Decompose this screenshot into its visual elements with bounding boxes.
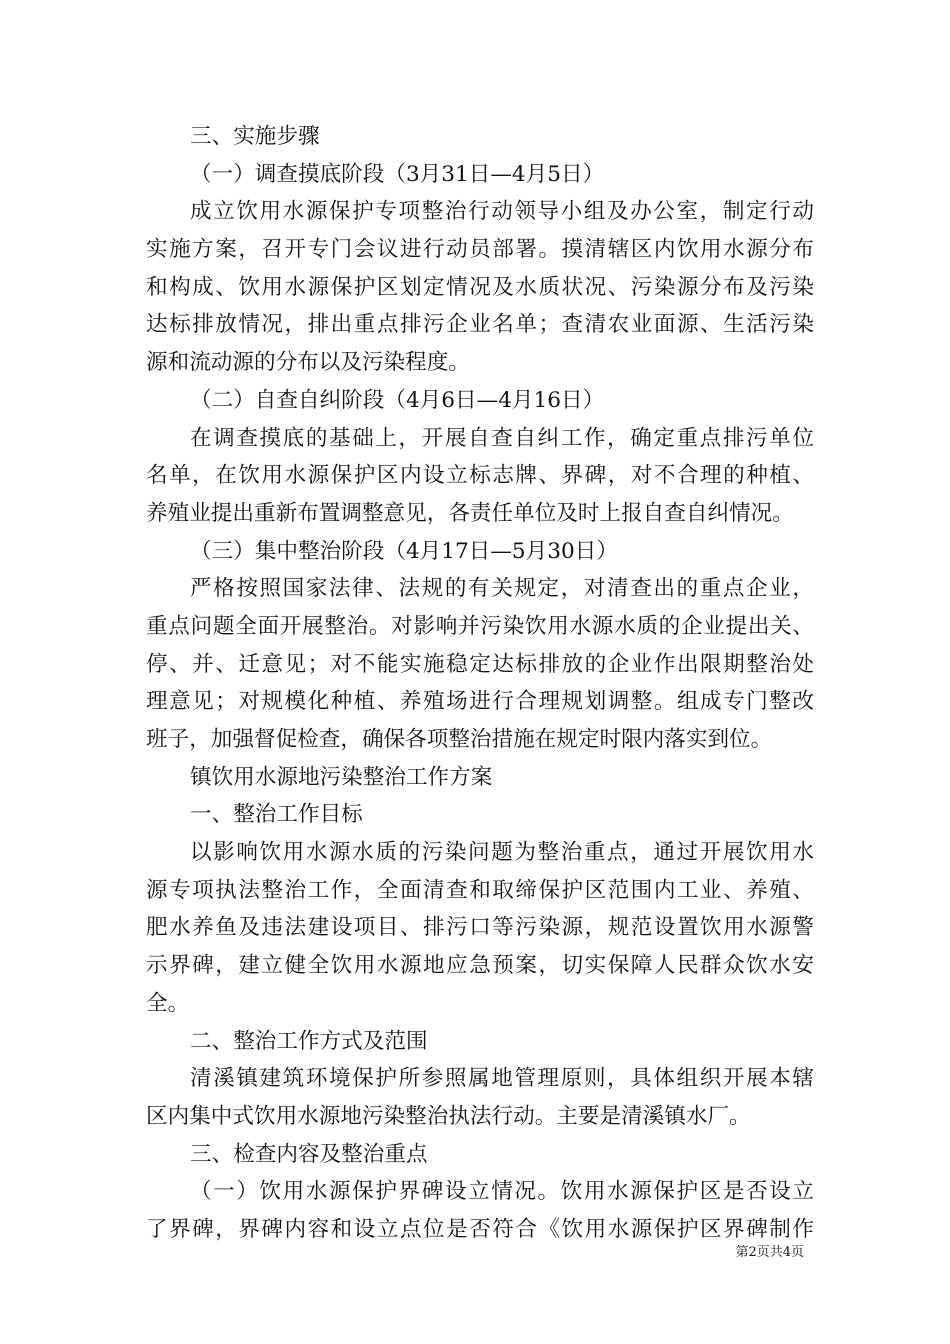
page-number: 第2页共4页 xyxy=(735,1245,804,1260)
paragraph-line: 成立饮用水源保护专项整治行动领导小组及办公室，制定行动 xyxy=(190,199,814,225)
paragraph-line: 严格按照国家法律、法规的有关规定，对清查出的重点企业， xyxy=(190,576,814,602)
paragraph-line: 停、并、迁意见；对不能实施稳定达标排放的企业作出限期整治处 xyxy=(146,651,814,677)
paragraph-line: 名单，在饮用水源保护区内设立标志牌、界碑，对不合理的种植、 xyxy=(146,463,814,489)
paragraph-line: 肥水养鱼及违法建设项目、排污口等污染源，规范设置饮用水源警 xyxy=(146,915,814,941)
paragraph-line: 实施方案，召开专门会议进行动员部署。摸清辖区内饮用水源分布 xyxy=(146,237,814,263)
paragraph-line: 在调查摸底的基础上，开展自查自纠工作，确定重点排污单位 xyxy=(190,425,814,451)
paragraph-line: 和构成、饮用水源保护区划定情况及水质状况、污染源分布及污染 xyxy=(146,274,814,300)
paragraph-line: 区内集中式饮用水源地污染整治执法行动。主要是清溪镇水厂。 xyxy=(146,1103,751,1129)
subsection-heading: （一）调查摸底阶段（3月31日—4月5日） xyxy=(190,161,605,187)
paragraph-line: 班子，加强督促检查，确保各项整治措施在规定时限内落实到位。 xyxy=(146,727,773,752)
paragraph-line: （一）饮用水源保护界碑设立情况。饮用水源保护区是否设立 xyxy=(190,1179,814,1205)
paragraph-line: 理意见；对规模化种植、养殖场进行合理规划调整。组成专门整改 xyxy=(146,689,814,715)
section-heading: 二、整治工作方式及范围 xyxy=(190,1028,428,1054)
paragraph-line: 养殖业提出重新布置调整意见，各责任单位及时上报自查自纠情况。 xyxy=(146,500,794,526)
paragraph-line: 源和流动源的分布以及污染程度。 xyxy=(146,350,470,376)
paragraph-line: 清溪镇建筑环境保护所参照属地管理原则，具体组织开展本辖 xyxy=(190,1066,814,1092)
paragraph-line: 达标排放情况，排出重点排污企业名单；查清农业面源、生活污染 xyxy=(146,312,814,338)
paragraph-line: 以影响饮用水源水质的污染问题为整治重点，通过开展饮用水 xyxy=(190,840,814,866)
section-heading: 一、整治工作目标 xyxy=(190,802,363,828)
subsection-heading: （三）集中整治阶段（4月17日—5月30日） xyxy=(190,538,618,564)
section-heading: 三、实施步骤 xyxy=(190,124,320,149)
paragraph-line: 源专项执法整治工作，全面清查和取缔保护区范围内工业、养殖、 xyxy=(146,877,814,903)
document-body xyxy=(146,118,814,1249)
paragraph-line: 示界碑，建立健全饮用水源地应急预案，切实保障人民群众饮水安 xyxy=(146,953,814,979)
section-heading: 三、检查内容及整治重点 xyxy=(190,1141,428,1167)
paragraph-line: 了界碑，界碑内容和设立点位是否符合《饮用水源保护区界碑制作 xyxy=(146,1216,814,1242)
document-title: 镇饮用水源地污染整治工作方案 xyxy=(190,764,493,790)
paragraph-line: 重点问题全面开展整治。对影响并污染饮用水源水质的企业提出关、 xyxy=(146,613,814,639)
paragraph-line: 全。 xyxy=(146,990,190,1016)
subsection-heading: （二）自查自纠阶段（4月6日—4月16日） xyxy=(190,387,605,413)
